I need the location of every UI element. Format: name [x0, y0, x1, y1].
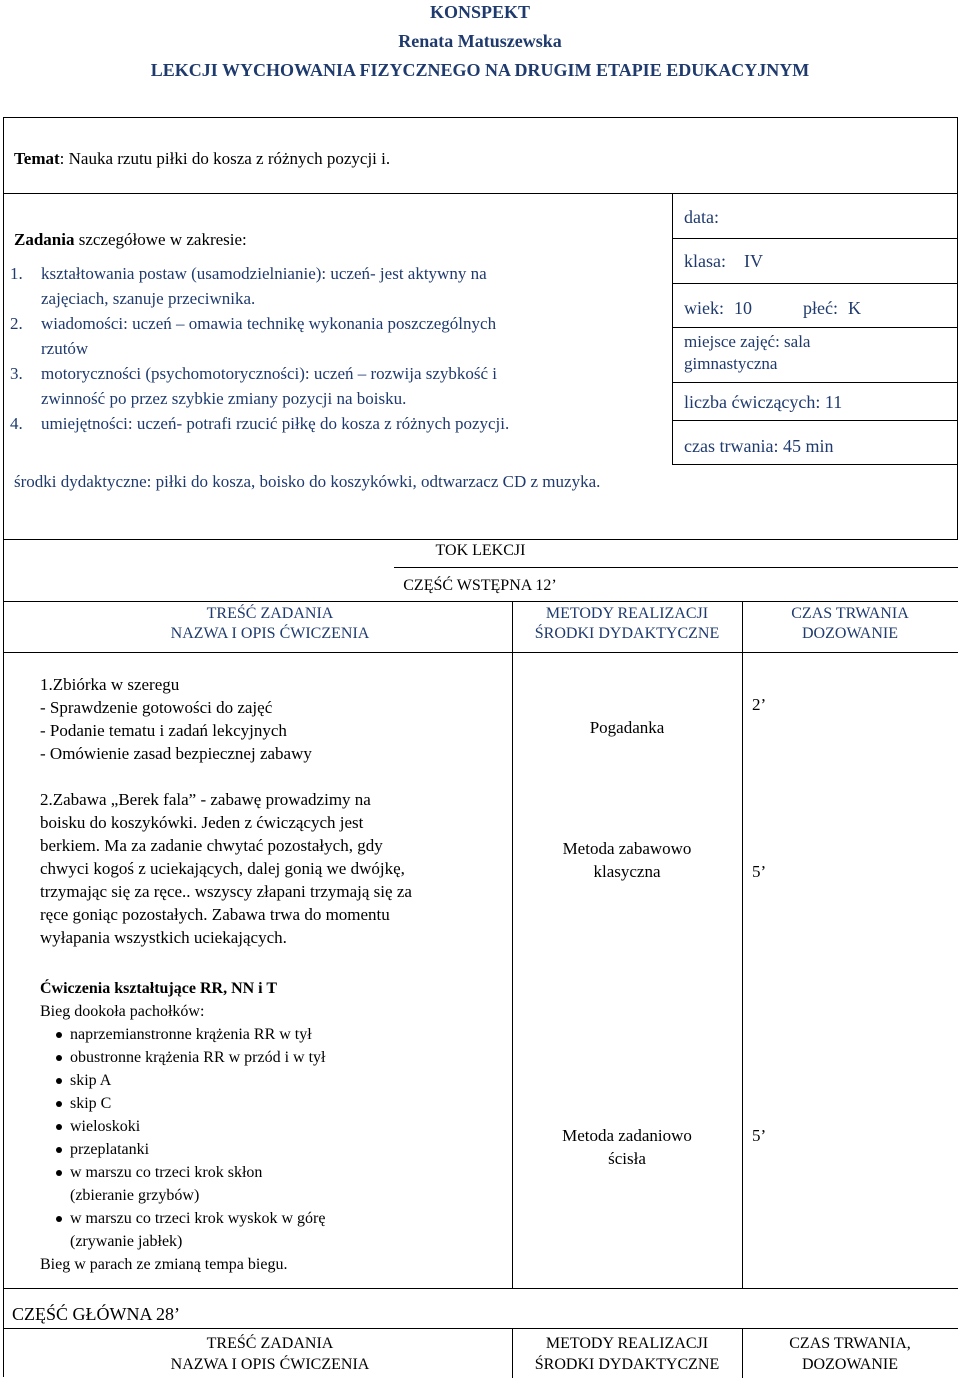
exercise-1-text: 1.Zbiórka w szeregu - Sprawdzenie gotowości do zajęć - Podanie tematu i zadań lekcyjnych - Omówienie zasad bezpiecznej zabawy [40, 675, 312, 763]
lesson-topic: Temat: Nauka rzutu piłki do kosza z różnych pozycji i. [14, 149, 391, 168]
date-label: data: [684, 207, 719, 227]
sex-field: płeć: K [803, 298, 861, 318]
exercise-2-time: 5’ [752, 862, 767, 881]
exercise-1-method: Pogadanka [589, 718, 665, 737]
exercise-2-text: 2.Zabawa „Berek fala” - zabawę prowadzimy na boisku do koszykówki. Jeden z ćwiczących jest berkiem. Ma za zadanie chwytać pozostałych, gdy chwyci kogoś z uciekających, dalej gonią we dwójkę, trzymając się za ręce.. wszyscy złapani trzymają się za ręce goniąc pozostałych. Zabawa trwa do momentu wyłapania wszystkich uciekających. [40, 790, 412, 947]
class-field: klasa: IV [684, 251, 763, 271]
list-item: wieloskoki [40, 1115, 326, 1138]
tasks-heading: Zadania szczegółowe w zakresie: [14, 230, 247, 249]
lesson-course-heading: TOK LEKCJI [435, 542, 526, 559]
lesson-duration: czas trwania: 45 min [684, 436, 834, 456]
list-item: skip A [40, 1069, 326, 1092]
col-header-time: CZAS TRWANIA DOZOWANIE [791, 605, 909, 642]
list-item: naprzemianstronne krążenia RR w tył [40, 1023, 326, 1046]
list-item: skip C [40, 1092, 326, 1115]
list-item: obustronne krążenia RR w przód i w tył [40, 1046, 326, 1069]
doc-subtitle: LEKCJI WYCHOWANIA FIZYCZNEGO NA DRUGIM ETAPIE EDUKACYJNYM [150, 60, 810, 80]
main-part-title: CZĘŚĆ GŁÓWNA 28’ [12, 1304, 180, 1324]
col-header-method: METODY REALIZACJI ŚRODKI DYDAKTYCZNE [534, 605, 720, 642]
list-item: przeplatanki [40, 1138, 326, 1161]
exercise-3-text: Ćwiczenia kształtujące RR, NN i T Bieg dookoła pachołków: naprzemianstronne krążenia RR w tył obustronne krążenia RR w przód i w tył skip A skip C wieloskoki przeplatanki w marszu co trzeci krok skłon (zbieranie grzybów) w marszu co trzeci krok wyskok w górę (zrywanie jabłek) Bieg w parach ze zmianą tempa biegu. [40, 980, 326, 1273]
exercise-2-method: Metoda zabawowo klasyczna [562, 839, 692, 881]
intro-part-title: CZĘŚĆ WSTĘPNA 12’ [403, 577, 557, 594]
age-field: wiek: 10 [684, 298, 752, 318]
exercise-3-bullets [40, 1023, 326, 1253]
author-name: Renata Matuszewska [398, 31, 562, 51]
col-header-task: TREŚĆ ZADANIA NAZWA I OPIS ĆWICZENIA [170, 605, 370, 642]
tasks-list: 1. kształtowania postaw (usamodzielnianie): uczeń- jest aktywny na zajęciach, szanuje przeciwnika. 2. wiadomości: uczeń – omawia technikę wykonania poszczególnych rzutów 3. motoryczności (psychomotoryczności): uczeń – rozwija szybkość i zwinność po przez szybkie zmiany pozycji na boisku. 4. umiejętności: uczeń- potrafi rzucić piłkę do kosza z różnych pozycji. [10, 264, 510, 433]
participants-count: liczba ćwiczących: 11 [684, 392, 843, 412]
doc-title: KONSPEKT [429, 2, 531, 22]
part2-col-header-method: METODY REALIZACJI ŚRODKI DYDAKTYCZNE [534, 1335, 720, 1373]
didactic-aids: środki dydaktyczne: piłki do kosza, boisko do koszykówki, odtwarzacz CD z muzyka. [14, 472, 601, 491]
part2-col-header-time: CZAS TRWANIA, DOZOWANIE [789, 1335, 911, 1373]
exercise-1-time: 2’ [752, 695, 767, 714]
exercise-3-time: 5’ [752, 1126, 767, 1145]
list-item: w marszu co trzeci krok skłon (zbieranie grzybów) [40, 1161, 326, 1207]
part2-col-header-task: TREŚĆ ZADANIA NAZWA I OPIS ĆWICZENIA [170, 1335, 370, 1373]
exercise-3-method: Metoda zadaniowo ścisła [562, 1126, 692, 1168]
place-field: miejsce zajęć: sala gimnastyczna [684, 332, 811, 373]
list-item: w marszu co trzeci krok wyskok w górę (zrywanie jabłek) [40, 1207, 326, 1253]
